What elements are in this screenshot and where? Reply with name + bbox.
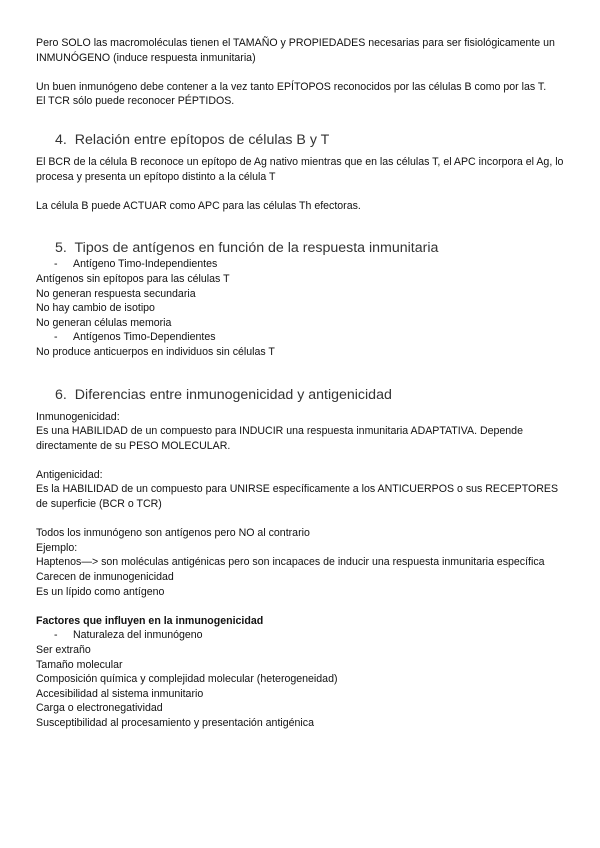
section-5-line-3: No hay cambio de isotipo <box>36 302 155 315</box>
factor-item: Ser extraño <box>36 644 91 656</box>
section-6-line-1: Todos los inmunógeno son antígenos pero NO al contrario <box>36 527 310 540</box>
list-item <box>36 257 566 272</box>
section-6-line-5: Es un lípido como antígeno <box>36 585 165 598</box>
section-4-heading <box>55 131 566 149</box>
section-6-line-4: Carecen de inmunogenicidad <box>36 571 174 584</box>
factor-item: Carga o electronegatividad <box>36 702 163 715</box>
factor-item: Tamaño molecular <box>36 658 123 671</box>
factor-item: Composición química y complejidad molecular (heterogeneidad) <box>36 673 338 686</box>
section-5-line-4: No generan células memoria <box>36 316 172 329</box>
section-5-line-5: No produce anticuerpos en individuos sin células T <box>36 345 275 358</box>
antigenicidad-label: Antigenicidad: <box>36 468 103 481</box>
intro-paragraph-1: Pero SOLO las macromoléculas tienen el TAMAÑO y PROPIEDADES necesarias para ser fisiológicamente un INMUNÓGENO (induce respuesta inmunitaria) <box>36 37 555 64</box>
factors-title: Factores que influyen en la inmunogenicidad <box>36 614 264 627</box>
bullet-dash: - <box>54 629 58 642</box>
bullet-dash: - <box>54 258 58 271</box>
section-5-heading <box>55 239 566 257</box>
intro-paragraph-2: Un buen inmunógeno debe contener a la vez tanto EPÍTOPOS reconocidos por las células B como por las T. <box>36 80 547 93</box>
section-4-title: Relación entre epítopos de células B y T <box>74 131 330 148</box>
section-4-paragraph-1: El BCR de la célula B reconoce un epítopo de Ag nativo mientras que en las células T, el APC incorpora el Ag, lo procesa y presenta un epítopo distinto a la célula T <box>36 155 564 183</box>
bullet-text: Naturaleza del inmunógeno <box>73 629 203 642</box>
section-6-line-3: Haptenos—> son moléculas antigénicas pero son incapaces de inducir una respuesta inmunitaria específica <box>36 556 545 569</box>
antigenicidad-text: Es la HABILIDAD de un compuesto para UNIRSE específicamente a los ANTICUERPOS o sus RECEPTORES de superficie (BCR o TCR) <box>36 483 559 511</box>
section-5-line-1: Antígenos sin epítopos para las células T <box>36 272 230 285</box>
factor-item: Accesibilidad al sistema inmunitario <box>36 687 204 700</box>
section-6-title: Diferencias entre inmunogenicidad y antigenicidad <box>74 386 392 403</box>
list-item <box>36 628 566 643</box>
section-5-title: Tipos de antígenos en función de la respuesta inmunitaria <box>74 240 439 257</box>
section-4-number: 4. <box>55 131 67 148</box>
inmunogenicidad-label: Inmunogenicidad: <box>36 410 120 423</box>
section-6-line-2: Ejemplo: <box>36 541 78 554</box>
section-6-number: 6. <box>55 386 67 403</box>
document-page <box>36 36 566 731</box>
section-5-number: 5. <box>55 240 67 257</box>
intro-paragraph-3: El TCR sólo puede reconocer PÉPTIDOS. <box>36 95 235 108</box>
factor-item: Susceptibilidad al procesamiento y presentación antigénica <box>36 716 314 729</box>
bullet-dash: - <box>54 331 58 344</box>
inmunogenicidad-text: Es una HABILIDAD de un compuesto para INDUCIR una respuesta inmunitaria ADAPTATIVA. Depende directamente de su PESO MOLECULAR. <box>36 425 523 452</box>
bullet-text: Antígenos Timo-Dependientes <box>73 331 216 344</box>
section-4-paragraph-2: La célula B puede ACTUAR como APC para las células Th efectoras. <box>36 199 361 212</box>
list-item <box>36 330 566 345</box>
section-5-line-2: No generan respuesta secundaria <box>36 287 196 300</box>
bullet-text: Antígeno Timo-Independientes <box>73 258 218 271</box>
section-6-heading <box>55 386 566 404</box>
